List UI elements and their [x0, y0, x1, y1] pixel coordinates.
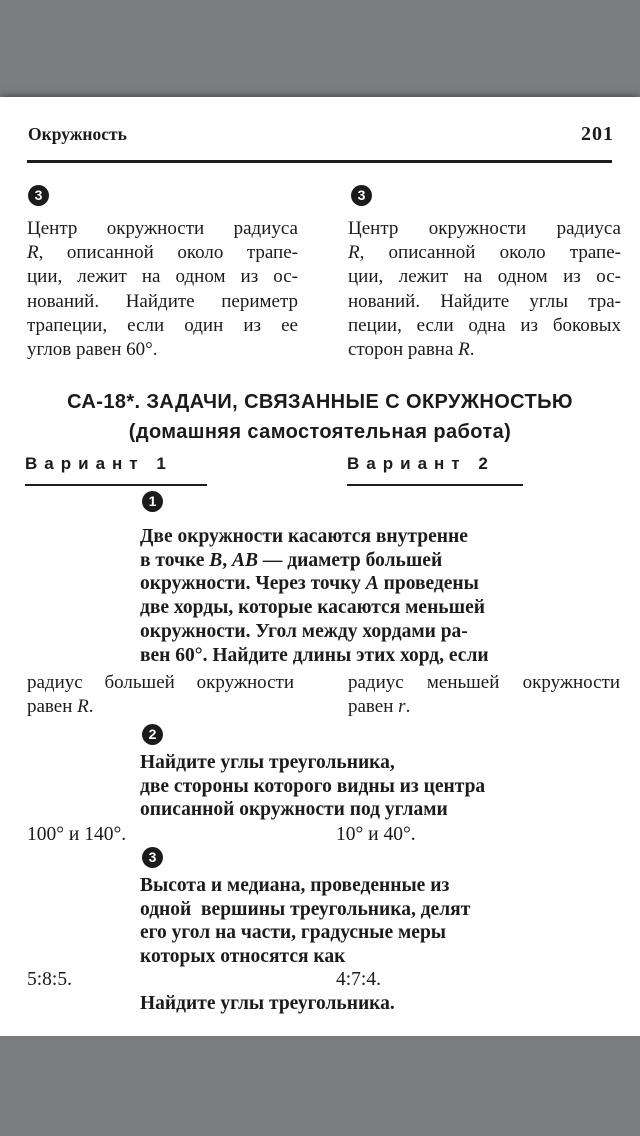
problem-3b-variant2-ratio: 4:7:4. [336, 969, 381, 990]
running-title: Окружность [28, 124, 127, 144]
problem-1-badge: 1 [142, 491, 163, 512]
page-number: 201 [581, 123, 614, 145]
section-title-line1: СА-18*. ЗАДАЧИ, СВЯЗАННЫЕ С ОКРУЖНОСТЬЮ [67, 391, 573, 413]
problem-1-variant1-condition: радиус большей окружности равен R. [27, 672, 294, 717]
header-rule [27, 160, 612, 163]
problem-2-text: Найдите углы треугольника, две стороны которого видны из центра описанной окружности под углами [140, 752, 486, 821]
problem-1-text: Две окружности касаются внутренне в точке B, AB — диаметр большей окружности. Через точку A проведены две хорды, которые касаются меньшей окружности. Угол между хордами ра- вен 60°. Найдите длины этих хорд, если [140, 526, 489, 666]
problem-3-badge-variant1: 3 [28, 185, 49, 206]
problem-3-text-variant2: Центр окружности радиуса R, описанной около трапе- ции, лежит на одном из ос- нований. Найдите углы тра- пеции, если одна из боковых сторон равна R. [348, 218, 621, 361]
problem-2-variant2-values: 10° и 40°. [336, 824, 416, 845]
problem-2-badge: 2 [142, 724, 163, 745]
problem-3-text-variant1: Центр окружности радиуса R, описанной около трапе- ции, лежит на одном из ос- нований. Найдите периметр трапеции, если один из ее углов равен 60°. [27, 218, 298, 361]
problem-3b-closing: Найдите углы треугольника. [140, 993, 395, 1014]
book-page [0, 97, 640, 1036]
variant-2-heading: Вариант 2 [347, 454, 523, 486]
running-head [28, 123, 614, 146]
letterbox-top [0, 0, 640, 97]
variant-1-heading: Вариант 1 [25, 454, 207, 486]
problem-1-variant2-condition: радиус меньшей окружности равен r. [348, 672, 620, 717]
problem-2-variant1-values: 100° и 140°. [27, 824, 127, 845]
problem-3-badge-variant2: 3 [351, 185, 372, 206]
problem-3b-badge: 3 [142, 847, 163, 868]
section-title [0, 388, 640, 447]
problem-3b-variant1-ratio: 5:8:5. [27, 969, 72, 990]
letterbox-bottom [0, 1036, 640, 1136]
problem-3b-text: Высота и медиана, проведенные из одной вершины треугольника, делят его угол на части, градусные меры которых относятся как [140, 875, 471, 968]
section-title-line2: (домашняя самостоятельная работа) [128, 420, 512, 443]
